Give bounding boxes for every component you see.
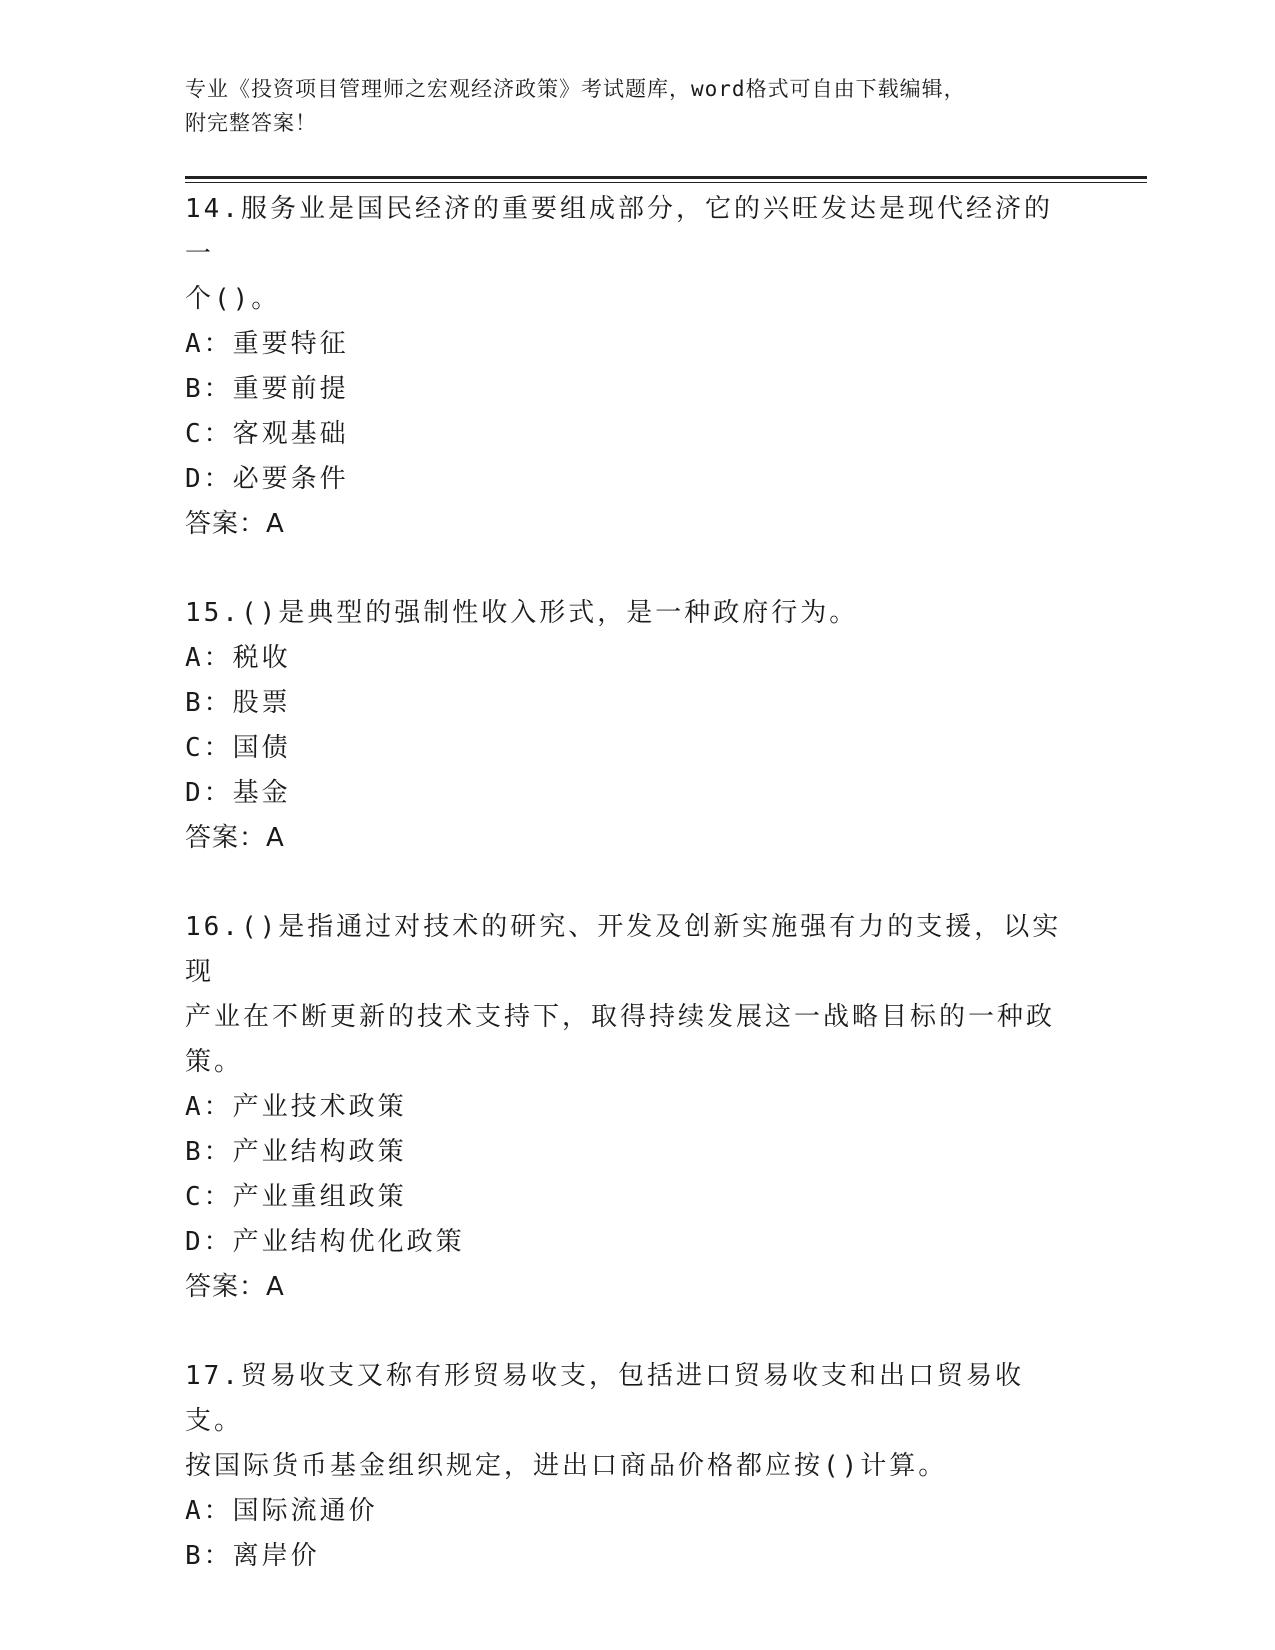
header-line-1: 专业《投资项目管理师之宏观经济政策》考试题库，word格式可自由下载编辑， [185,77,966,101]
question-stem-line: 策。 [185,1047,244,1077]
header-divider [185,176,1147,179]
answer-option: B：股票 [185,688,291,718]
question-item [185,591,1075,861]
answer-option: A：产业技术政策 [185,1092,407,1122]
question-stem-line: 14.服务业是国民经济的重要组成部分，它的兴旺发达是现代经济的一 [185,194,1053,269]
answer-option: B：产业结构政策 [185,1137,407,1167]
answer-option: C：产业重组政策 [185,1182,407,1212]
question-item [185,187,1075,547]
question-stem-line: 15.()是典型的强制性收入形式，是一种政府行为。 [185,598,859,628]
answer-option: D：必要条件 [185,464,349,494]
answer-option: A：税收 [185,643,291,673]
answer-option: C：国债 [185,733,291,763]
answer-option: C：客观基础 [185,419,349,449]
question-stem-line: 17.贸易收支又称有形贸易收支，包括进口贸易收支和出口贸易收支。 [185,1361,1024,1436]
answer-option: B：离岸价 [185,1541,320,1571]
question-stem-line: 个()。 [185,284,281,314]
answer-option: A：重要特征 [185,329,349,359]
header-line-2: 附完整答案！ [185,111,317,135]
question-stem-line: 产业在不断更新的技术支持下，取得持续发展这一战略目标的一种政 [185,1002,1056,1032]
answer-option: A：国际流通价 [185,1496,378,1526]
document-header [185,72,1075,140]
correct-answer: 答案：A [185,509,285,539]
answer-option: D：产业结构优化政策 [185,1227,465,1257]
header-divider-thin [185,182,1147,183]
question-item [185,905,1075,1310]
answer-option: B：重要前提 [185,374,349,404]
question-item [185,1354,1075,1579]
correct-answer: 答案：A [185,823,285,853]
question-list [185,187,1075,1623]
question-stem-line: 按国际货币基金组织规定，进出口商品价格都应按()计算。 [185,1451,948,1481]
answer-option: D：基金 [185,778,291,808]
question-stem-line: 16.()是指通过对技术的研究、开发及创新实施强有力的支援，以实现 [185,912,1062,987]
correct-answer: 答案：A [185,1272,285,1302]
